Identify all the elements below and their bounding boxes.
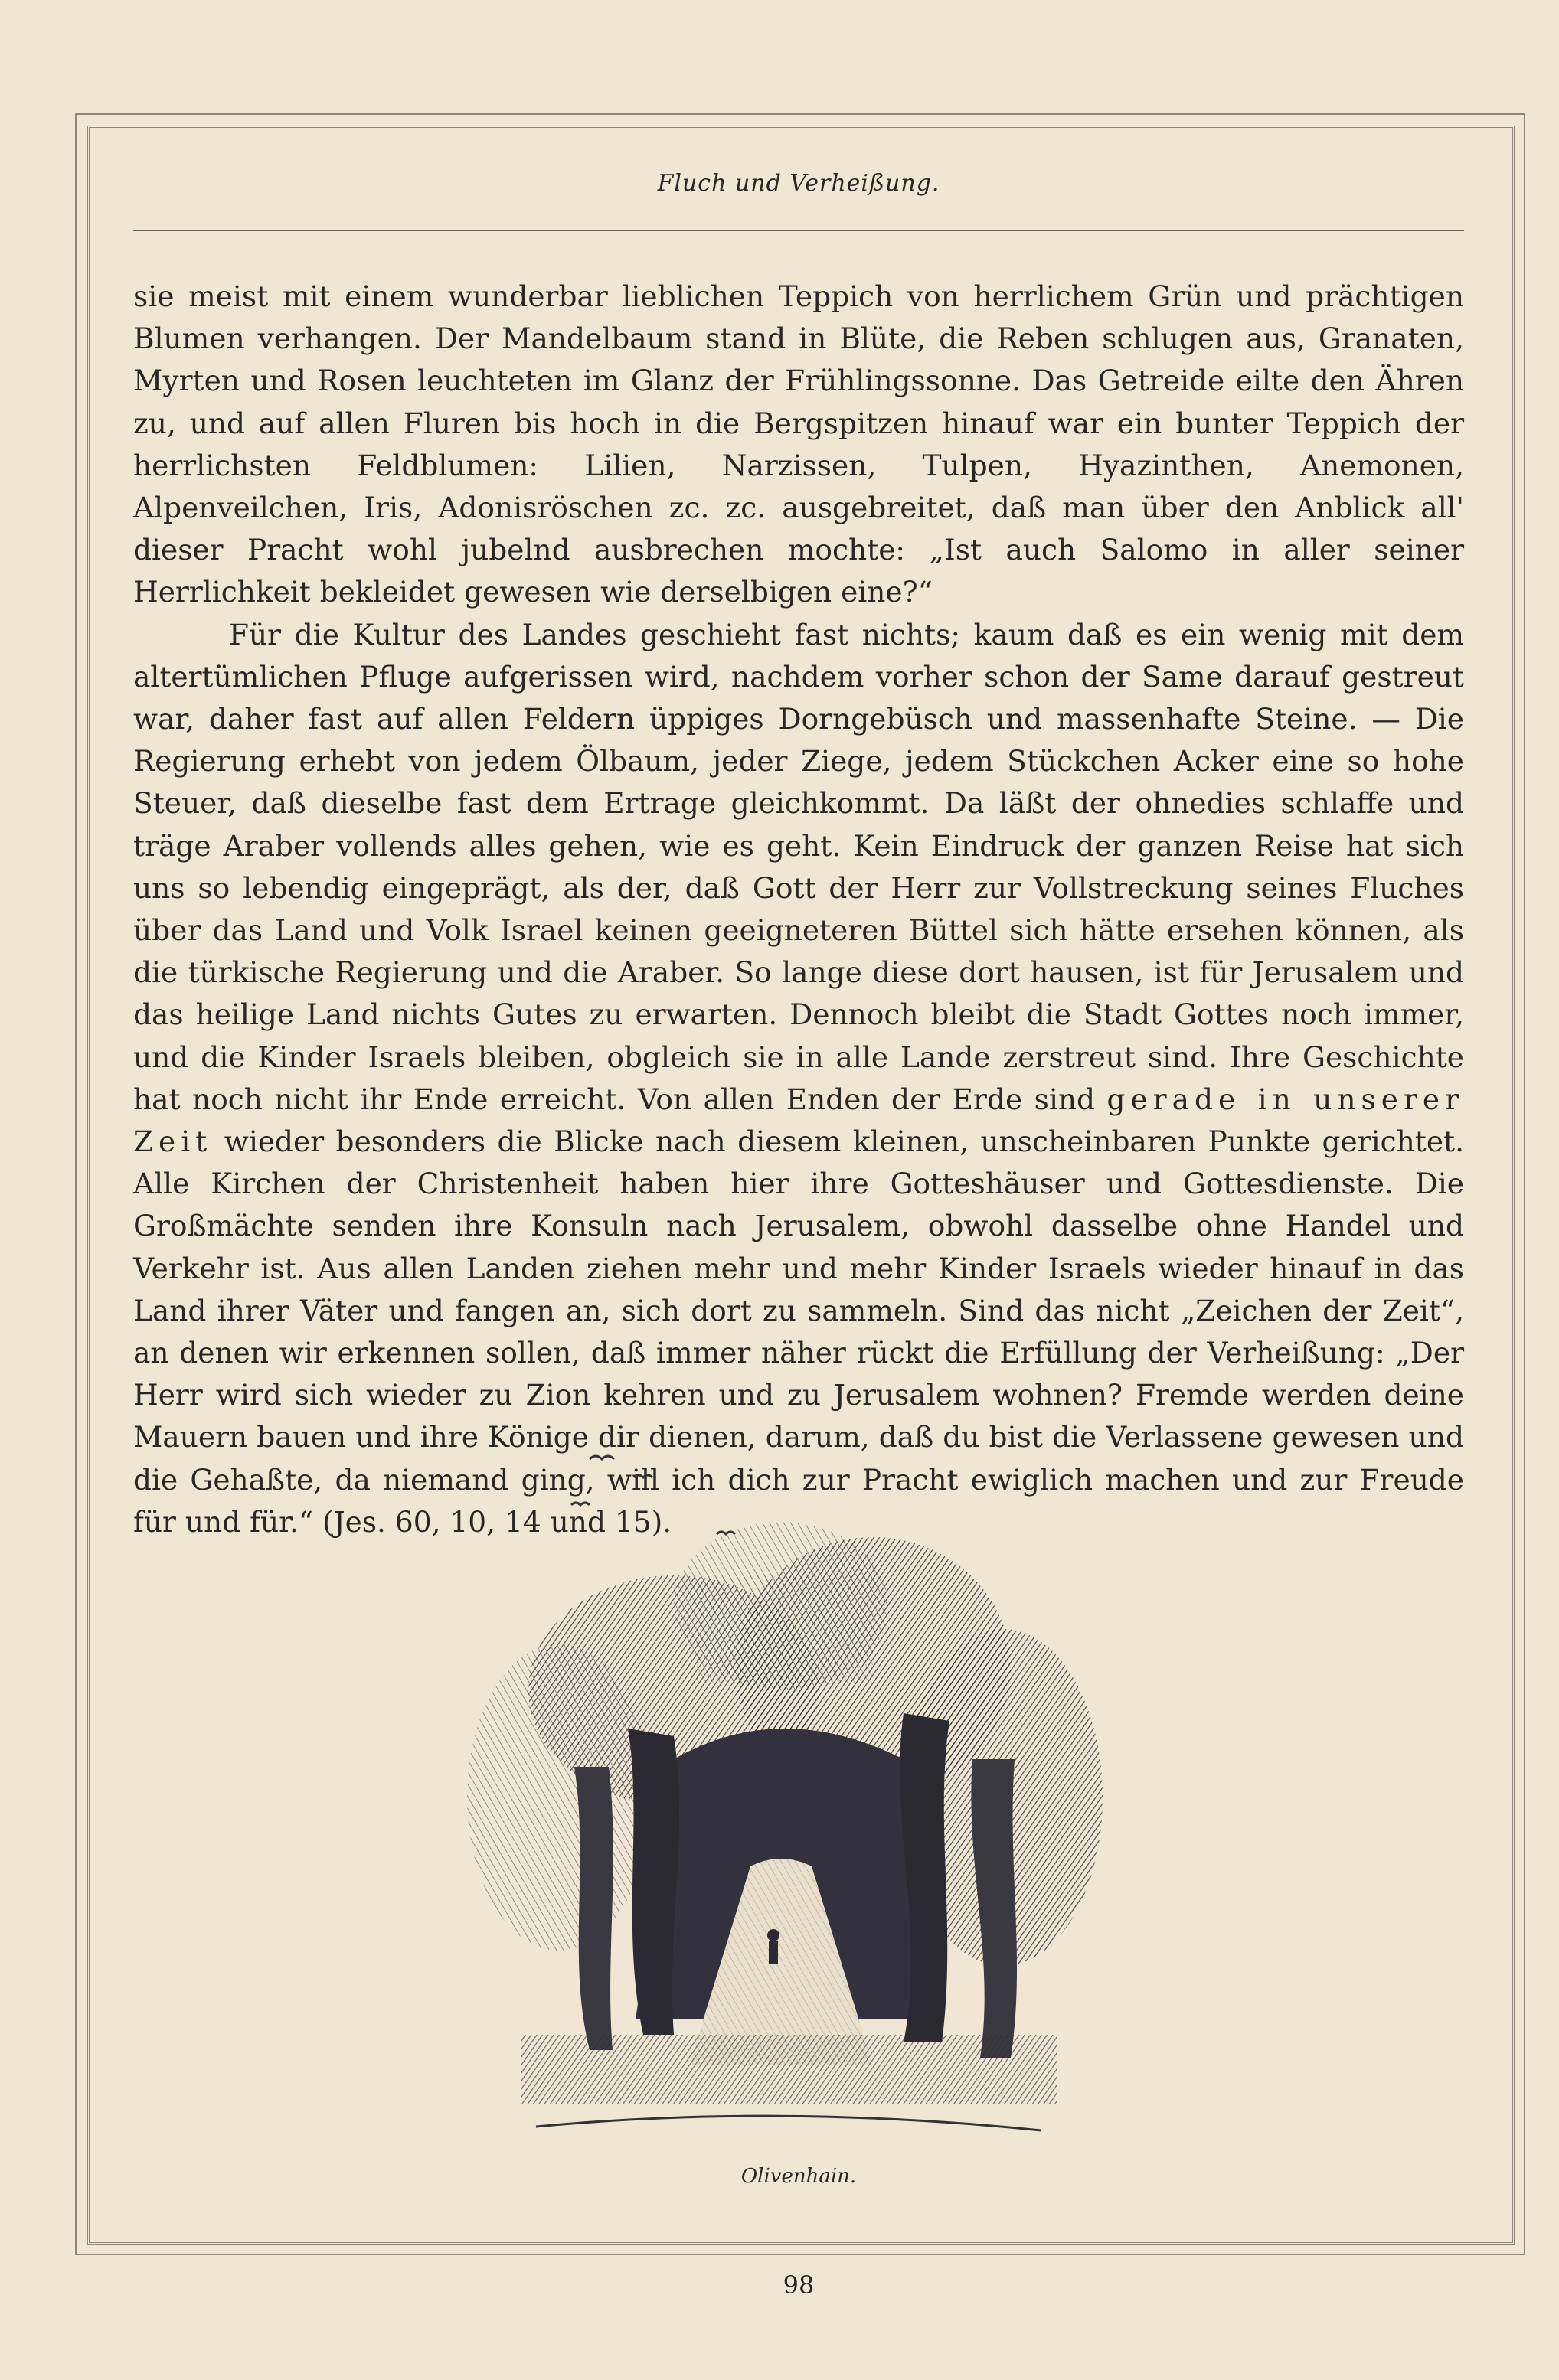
page-number: 98: [783, 2271, 815, 2300]
spaced-emphasis: gerade in unserer Zeit: [133, 1082, 1464, 1159]
running-header: Fluch und Verheißung.: [657, 170, 940, 197]
paragraph-2-part-2: wieder besonders die Blicke nach diesem kleinen, unscheinbaren Punkte gerichtet. Alle Kirchen der Christenheit haben hier ihre Gotteshäuser und Gottesdienste. Die Großmächte senden ihre Konsuln nach Jerusalem, obwohl dasselbe ohne Handel und Verkehr ist. Aus allen Landen ziehen mehr und mehr Kinder Israels wieder hinauf in das Land ihrer Väter und fangen an, sich dort zu sammeln. Sind das nicht „Zeichen der Zeit“, an denen wir erkennen sollen, daß immer näher rückt die Erfüllung der Verheißung: „Der Herr wird sich wieder zu Zion kehren und zu Jerusalem wohnen? Fremde werden deine Mauern bauen und ihre Könige dir dienen, darum, daß du bist die Verlassene gewesen und die Gehaßte, da niemand ging, will ich dich zur Pracht ewiglich machen und zur Freude für und für.“ (Jes. 60, 10, 14 und 15).: [133, 1125, 1464, 1539]
illustration-caption: Olivenhain.: [740, 2165, 857, 2188]
olive-grove-engraving: [444, 1438, 1115, 2157]
paragraph-2-part-1: Für die Kultur des Landes geschieht fast nichts; kaum daß es ein wenig mit dem altertümlichen Pfluge aufgerissen wird, nachdem vorher schon der Same darauf gestreut war, daher fast auf allen Feldern üppiges Dorngebüsch und massenhafte Steine. — Die Regierung erhebt von jedem Ölbaum, jeder Ziege, jedem Stückchen Acker eine so hohe Steuer, daß dieselbe fast dem Ertrage gleichkommt. Da läßt der ohnedies schlaffe und träge Araber vollends alles gehen, wie es geht. Kein Eindruck der ganzen Reise hat sich uns so lebendig eingeprägt, als der, daß Gott der Herr zur Vollstreckung seines Fluches über das Land und Volk Israel keinen geeigneteren Büttel sich hätte ersehen können, als die türkische Regierung und die Araber. So lange diese dort hausen, ist für Jerusalem und das heilige Land nichts Gutes zu erwarten. Dennoch bleibt die Stadt Gottes noch immer, und die Kinder Israels bleiben, obgleich sie in alle Lande zerstreut sind. Ihre Geschichte hat noch nicht ihr Ende erreicht. Von allen Enden der Erde sind: [133, 617, 1464, 1116]
body-text: [133, 276, 1464, 1543]
header-rule: [133, 230, 1464, 231]
paragraph-1: sie meist mit einem wunderbar lieblichen Teppich von herrlichem Grün und prächtigen Blumen verhangen. Der Mandelbaum stand in Blüte, die Reben schlugen aus, Granaten, Myrten und Rosen leuchteten im Glanz der Frühlingssonne. Das Getreide eilte den Ähren zu, und auf allen Fluren bis hoch in die Bergspitzen hinauf war ein bunter Teppich der herrlichsten Feldblumen: Lilien, Narzissen, Tulpen, Hyazinthen, Anemonen, Alpenveilchen, Iris, Adonisröschen zc. zc. ausgebreitet, daß man über den Anblick all' dieser Pracht wohl jubelnd ausbrechen mochte: „Ist auch Salomo in aller seiner Herrlichkeit bekleidet gewesen wie derselbigen eine?“: [133, 279, 1464, 609]
paragraph-2: [133, 614, 1464, 1543]
